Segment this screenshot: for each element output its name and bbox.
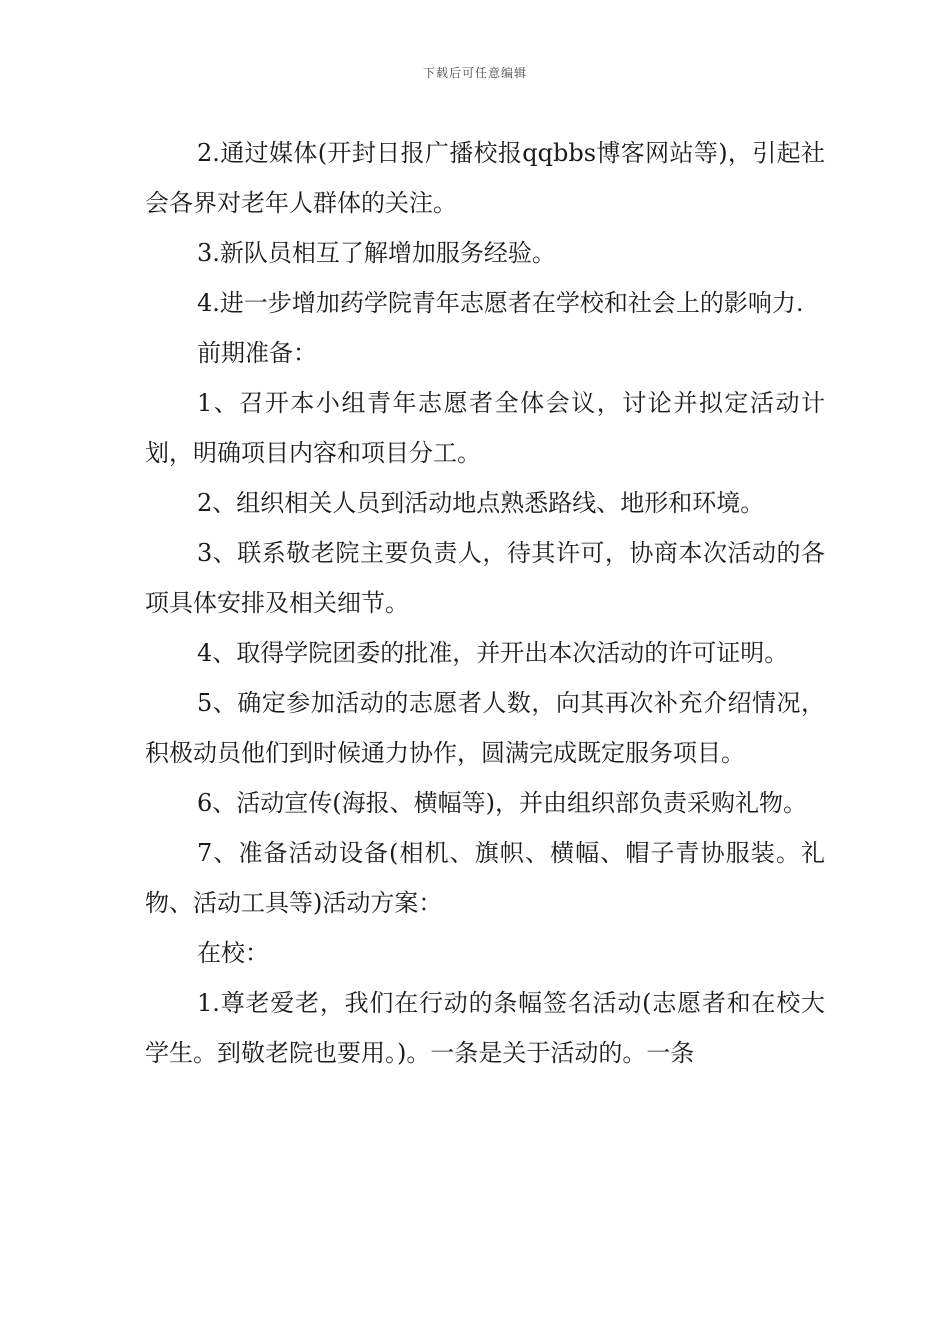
prep-item-2: 2、组织相关人员到活动地点熟悉路线、地形和环境。	[197, 489, 765, 517]
prep-item-3: 3、联系敬老院主要负责人，待其许可，协商本次活动的各项具体安排及相关细节。	[145, 539, 825, 617]
prep-item-1: 1、召开本小组青年志愿者全体会议，讨论并拟定活动计划，明确项目内容和项目分工。	[145, 389, 825, 467]
prep-item-5: 5、确定参加活动的志愿者人数，向其再次补充介绍情况，积极动员他们到时候通力协作，圆满完成既定服务项目。	[145, 689, 825, 767]
document-body	[145, 128, 825, 1078]
page-header-note: 下载后可任意编辑	[422, 66, 527, 80]
campus-item-1: 1.尊老爱老，我们在行动的条幅签名活动(志愿者和在校大学生。到敬老院也要用。)。一条是关于活动的。一条	[145, 989, 825, 1067]
section-heading-on-campus: 在校：	[197, 939, 269, 967]
prep-item-4: 4、取得学院团委的批准，并开出本次活动的许可证明。	[197, 639, 789, 667]
prep-item-6: 6、活动宣传(海报、横幅等)，并由组织部负责采购礼物。	[197, 789, 807, 817]
prep-item-7: 7、准备活动设备(相机、旗帜、横幅、帽子青协服装。礼物、活动工具等)活动方案：	[145, 839, 825, 917]
paragraph-influence: 4.进一步增加药学院青年志愿者在学校和社会上的影响力.	[197, 289, 804, 317]
paragraph-new-members: 3.新队员相互了解增加服务经验。	[197, 239, 556, 267]
section-heading-preparation: 前期准备：	[197, 339, 317, 367]
paragraph-media-publicity: 2.通过媒体(开封日报广播校报qqbbs博客网站等)，引起社会各界对老年人群体的关注。	[145, 139, 825, 217]
